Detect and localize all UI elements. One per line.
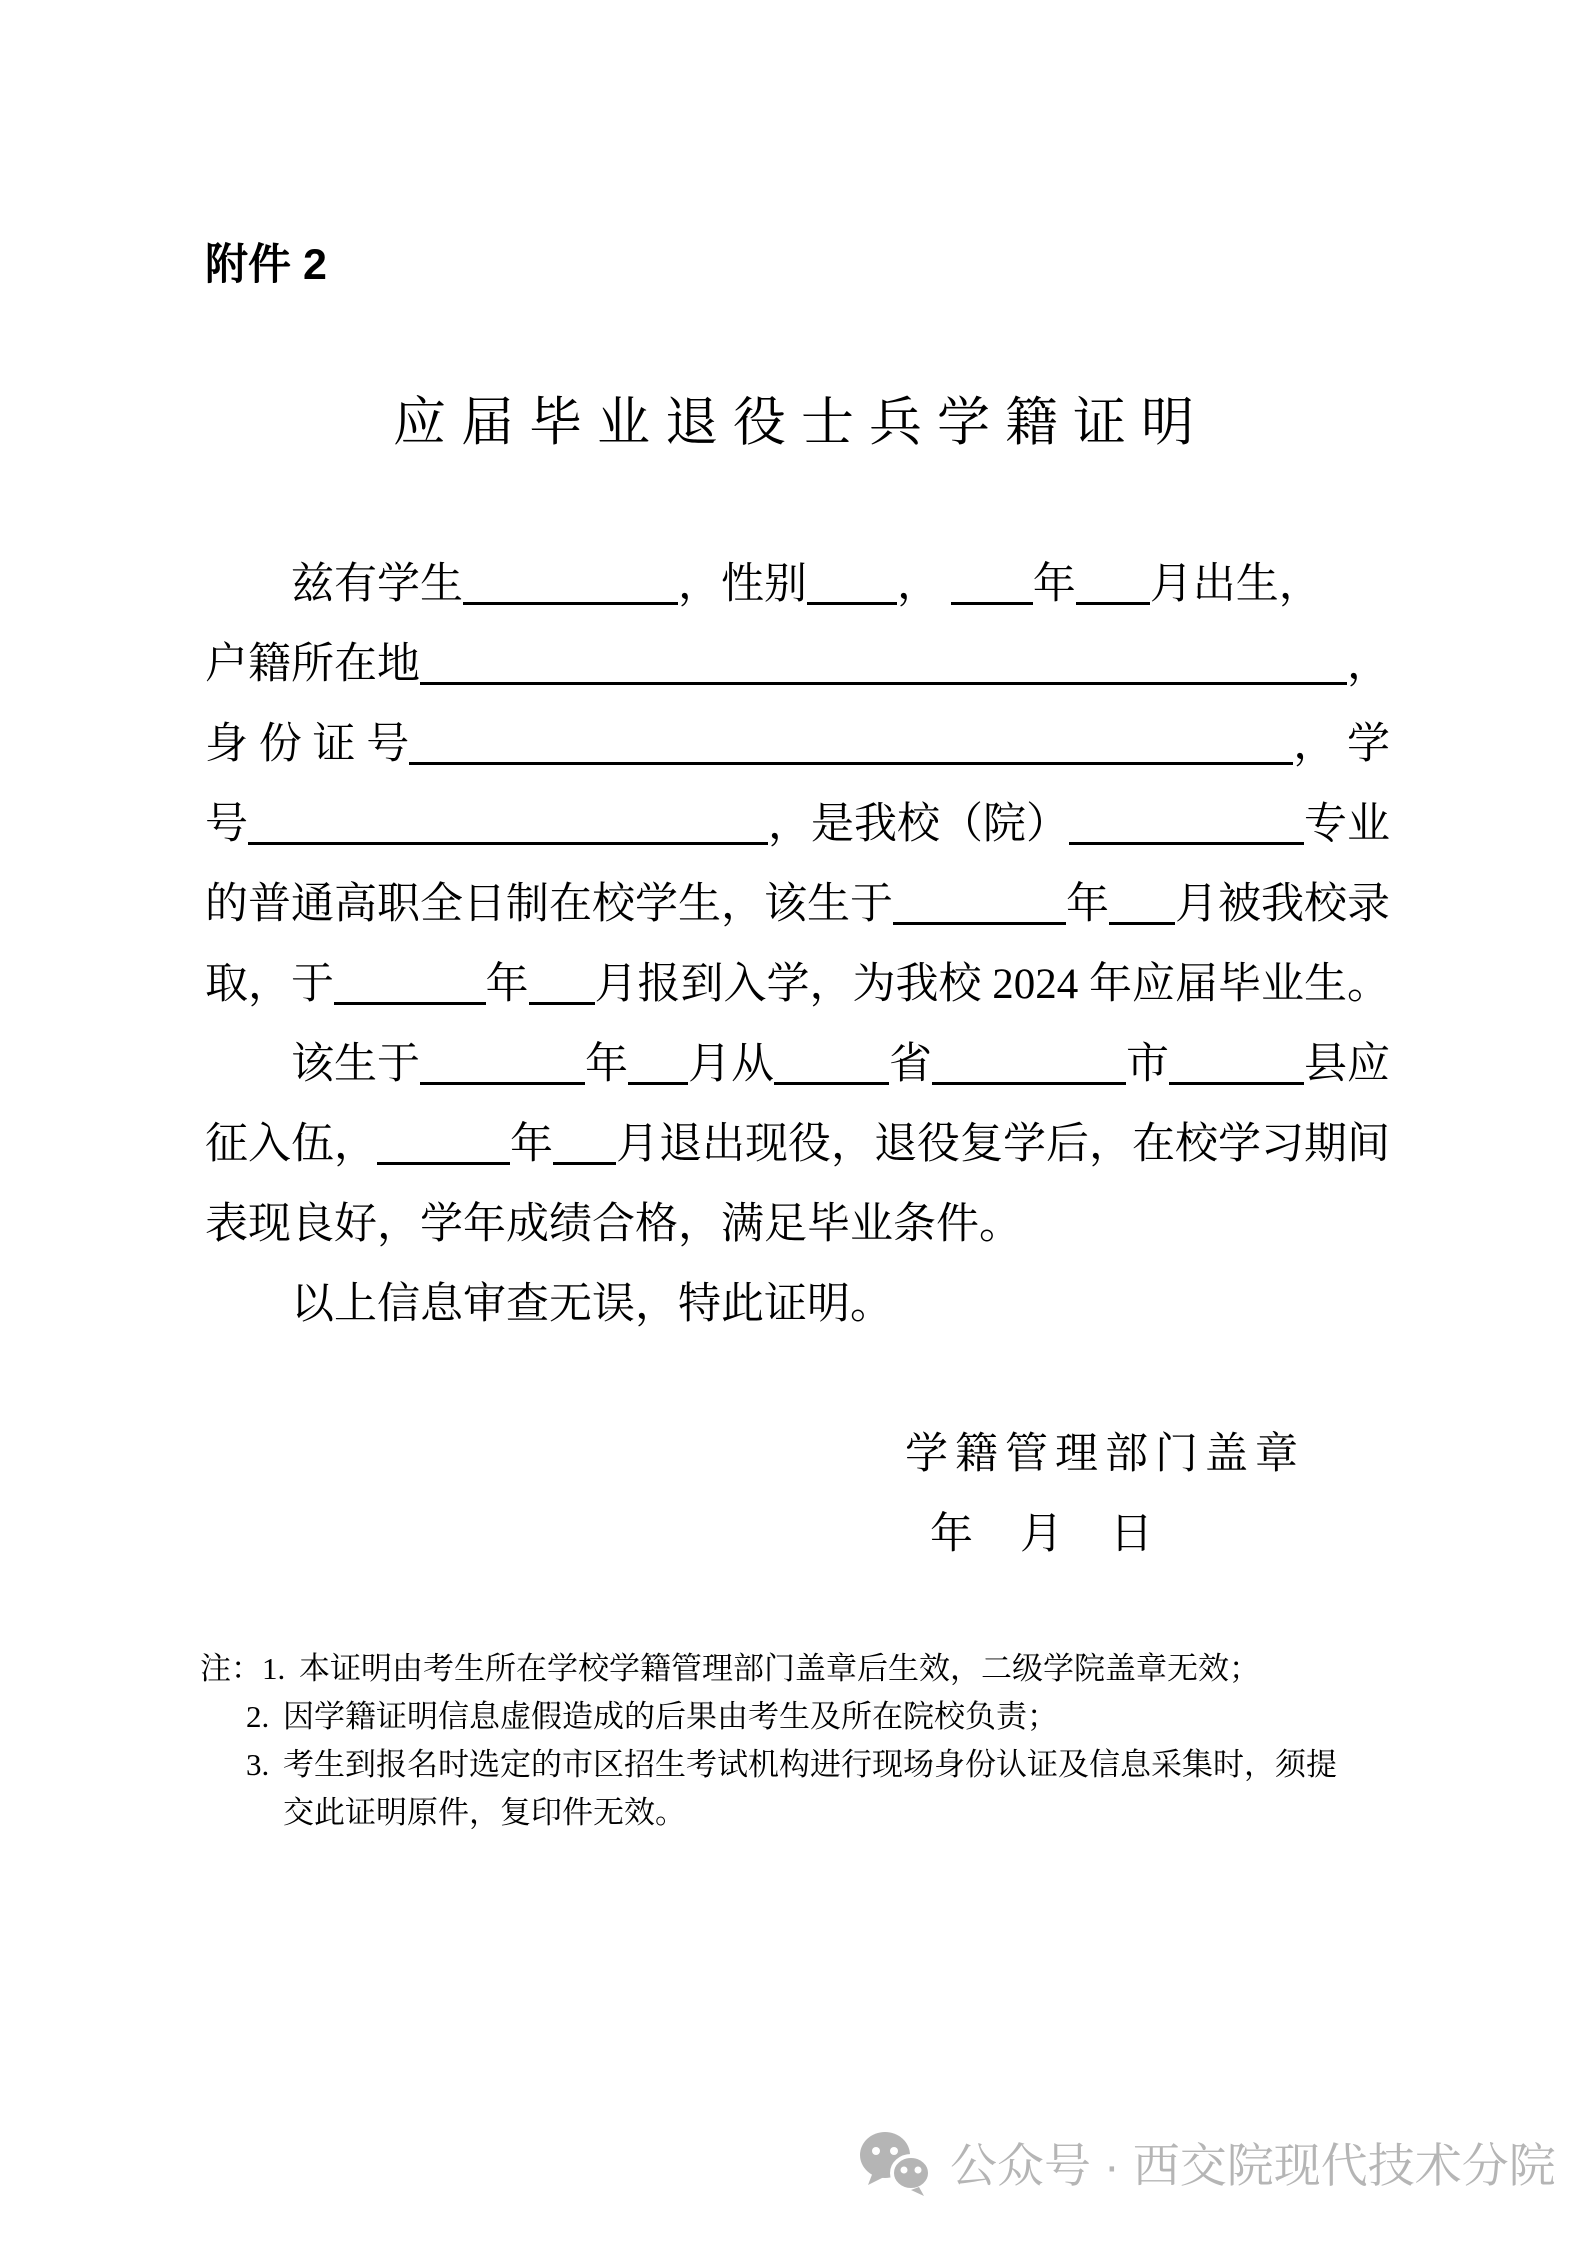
- blank-field: [420, 1082, 585, 1085]
- blank-field: [377, 1162, 510, 1165]
- signature-date-line: 年 月 日: [930, 1511, 1155, 1558]
- text-segment: 月从: [688, 1041, 774, 1088]
- blank-field: [463, 602, 678, 605]
- blank-field: [807, 602, 897, 605]
- text-segment: 表现良好，学年成绩合格，满足毕业条件。: [205, 1201, 1022, 1248]
- blank-field: [334, 1002, 486, 1005]
- text-segment: 身 份 证 号: [205, 721, 410, 768]
- text-segment: 征入伍，: [205, 1121, 377, 1168]
- note-text: 因学籍证明信息虚假造成的后果由考生及所在院校负责；: [283, 1699, 1058, 1734]
- note-text: 本证明由考生所在学校学籍管理部门盖章后生效，二级学院盖章无效；: [299, 1651, 1260, 1686]
- text-segment: 号: [205, 801, 248, 848]
- note-row: [200, 1741, 1395, 1837]
- document-body: [205, 545, 1390, 1345]
- blank-field: [420, 682, 1347, 685]
- blank-field: [893, 922, 1066, 925]
- blank-field: [529, 1002, 595, 1005]
- text-segment: 以上信息审查无误，特此证明。: [291, 1281, 893, 1328]
- form-line: [205, 785, 1390, 865]
- text-segment: ，性别: [678, 561, 807, 608]
- form-line: [205, 865, 1390, 945]
- text-segment: 月被我校录: [1175, 881, 1390, 928]
- form-line: [205, 1265, 1390, 1345]
- form-line: [205, 545, 1390, 625]
- text-segment: 月退出现役，退役复学后，在校学习期间: [616, 1121, 1390, 1168]
- form-line: [205, 1025, 1390, 1105]
- form-line: [205, 1185, 1390, 1265]
- text-segment: ，是我校（院）: [768, 801, 1069, 848]
- note-row: [200, 1645, 1395, 1693]
- page-title: 应届毕业退役士兵学籍证明: [393, 394, 1209, 452]
- text-segment: ， 学: [1293, 721, 1390, 768]
- notes-block: [200, 1645, 1395, 1837]
- text-segment: 年: [585, 1041, 628, 1088]
- blank-field: [1109, 922, 1175, 925]
- text-segment: ，: [897, 561, 951, 608]
- text-segment: ，: [1347, 641, 1390, 688]
- blank-field: [951, 602, 1033, 605]
- blank-field: [409, 762, 1293, 765]
- blank-field: [1076, 602, 1150, 605]
- signature-block: [205, 1415, 1390, 1575]
- text-segment: 月出生，: [1149, 561, 1322, 608]
- note-number: 1.: [262, 1651, 286, 1686]
- blank-field: [1169, 1082, 1304, 1085]
- note-prefix: 注：: [200, 1651, 262, 1686]
- wechat-footer: [858, 2128, 1556, 2196]
- blank-field: [1069, 842, 1304, 845]
- form-line: [205, 945, 1390, 1025]
- text-segment: 年: [485, 961, 529, 1008]
- wechat-icon: [858, 2128, 934, 2196]
- blank-field: [248, 842, 768, 845]
- form-line: [205, 1105, 1390, 1185]
- blank-field: [553, 1162, 616, 1165]
- text-segment: 年: [1032, 561, 1076, 608]
- note-number: 2.: [246, 1699, 270, 1734]
- wechat-account-label: 公众号 · 西交院现代技术分院: [950, 2138, 1556, 2192]
- text-segment: 市: [1126, 1041, 1169, 1088]
- note-number: 3.: [246, 1747, 270, 1782]
- text-segment: 年: [510, 1121, 553, 1168]
- text-segment: 取，于: [205, 961, 334, 1008]
- text-segment: 兹有学生: [291, 561, 463, 608]
- attachment-label: 附件 2: [205, 241, 327, 289]
- signature-department-line: 学籍管理部门盖章: [905, 1431, 1305, 1478]
- text-segment: 月报到入学，为我校 2024 年应届毕业生。: [594, 961, 1390, 1008]
- text-segment: 户籍所在地: [205, 641, 420, 688]
- text-segment: 县应: [1304, 1041, 1390, 1088]
- form-line: [205, 705, 1390, 785]
- text-segment: 专业: [1304, 801, 1390, 848]
- blank-field: [932, 1082, 1126, 1085]
- text-segment: 年: [1066, 881, 1109, 928]
- form-line: [205, 625, 1390, 705]
- blank-field: [774, 1082, 889, 1085]
- note-text: 考生到报名时选定的市区招生考试机构进行现场身份认证及信息采集时，须提交此证明原件，复印件无效。: [283, 1747, 1337, 1830]
- text-segment: 省: [889, 1041, 932, 1088]
- text-segment: 该生于: [291, 1041, 420, 1088]
- text-segment: 的普通高职全日制在校学生，该生于: [205, 881, 893, 928]
- note-row: [200, 1693, 1395, 1741]
- blank-field: [628, 1082, 688, 1085]
